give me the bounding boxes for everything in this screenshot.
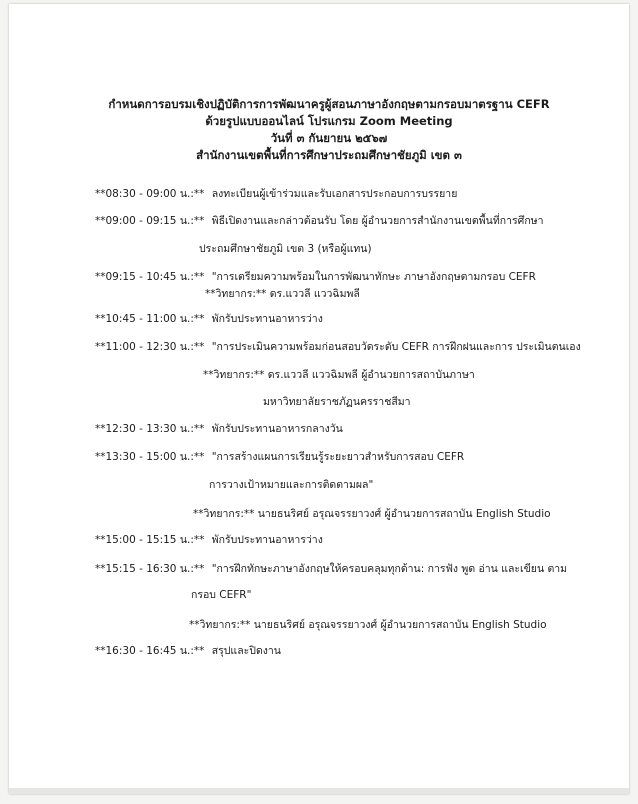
schedule-time: **16:30 - 16:45 น.:** — [95, 645, 205, 657]
speaker-line: **วิทยากร:** นายธนริศย์ อรุณจรรยาวงศ์ ผู้อำนวยการสถาบัน English Studio — [193, 508, 551, 520]
schedule-time: **15:00 - 15:15 น.:** — [95, 534, 205, 546]
schedule-time: **10:45 - 11:00 น.:** — [95, 313, 205, 325]
schedule-item — [95, 644, 281, 658]
schedule-time: **13:30 - 15:00 น.:** — [95, 451, 205, 463]
schedule-text-continued: การวางเป้าหมายและการติดตามผล" — [209, 479, 374, 491]
schedule-text: พักรับประทานอาหารว่าง — [211, 534, 323, 546]
schedule-text-continued: กรอบ CEFR" — [191, 589, 252, 601]
schedule-item — [95, 562, 567, 576]
title-line-3: วันที่ ๓ กันยายน ๒๕๖๗ — [270, 131, 388, 145]
schedule-item — [95, 533, 323, 547]
schedule-text: "การเตรียมความพร้อมในการพัฒนาทักษะ ภาษาอังกฤษตามกรอบ CEFR — [211, 271, 536, 283]
schedule-item — [95, 450, 464, 464]
schedule-text: "การสร้างแผนการเรียนรู้ระยะยาวสำหรับการสอบ CEFR — [211, 451, 465, 463]
schedule-time: **09:00 - 09:15 น.:** — [95, 215, 205, 227]
schedule-time: **15:15 - 16:30 น.:** — [95, 563, 205, 575]
schedule-text-continued: ประถมศึกษาชัยภูมิ เขต 3 (หรือผู้แทน) — [199, 243, 372, 255]
schedule-item — [95, 312, 323, 326]
speaker-line: **วิทยากร:** ดร.แววลี แววฉิมพลี — [205, 288, 360, 300]
schedule-item — [95, 422, 343, 436]
document-page — [9, 4, 629, 794]
speaker-line: **วิทยากร:** ดร.แววลี แววฉิมพลี ผู้อำนวยการสถาบันภาษา — [203, 369, 475, 381]
schedule-item — [95, 340, 581, 354]
title-line-1: กำหนดการอบรมเชิงปฏิบัติการการพัฒนาครูผู้สอนภาษาอังกฤษตามกรอบมาตรฐาน CEFR — [108, 97, 550, 111]
title-line-4: สำนักงานเขตพื้นที่การศึกษาประถมศึกษาชัยภูมิ เขต ๓ — [196, 148, 462, 162]
title-line-2: ด้วยรูปแบบออนไลน์ โปรแกรม Zoom Meeting — [205, 114, 453, 128]
schedule-item — [95, 187, 457, 201]
document-title — [9, 96, 638, 164]
schedule-time: **09:15 - 10:45 น.:** — [95, 271, 205, 283]
schedule-item — [95, 270, 536, 284]
schedule-time: **08:30 - 09:00 น.:** — [95, 188, 205, 200]
speaker-line: **วิทยากร:** นายธนริศย์ อรุณจรรยาวงศ์ ผู้อำนวยการสถาบัน English Studio — [189, 619, 547, 631]
schedule-time: **12:30 - 13:30 น.:** — [95, 423, 205, 435]
schedule-text: ลงทะเบียนผู้เข้าร่วมและรับเอกสารประกอบการบรรยาย — [211, 188, 458, 200]
schedule-text: "การฝึกทักษะภาษาอังกฤษให้ครอบคลุมทุกด้าน: การฟัง พูด อ่าน และเขียน ตาม — [211, 563, 568, 575]
schedule-text: พักรับประทานอาหารว่าง — [211, 313, 323, 325]
page-bottom-edge — [9, 788, 629, 794]
schedule-text: สรุปและปิดงาน — [211, 645, 281, 657]
schedule-text: พิธีเปิดงานและกล่าวต้อนรับ โดย ผู้อำนวยการสำนักงานเขตพื้นที่การศึกษา — [211, 215, 544, 227]
schedule-text: "การประเมินความพร้อมก่อนสอบวัดระดับ CEFR การฝึกฝนและการ ประเมินตนเอง — [211, 341, 581, 353]
schedule-text-continued: มหาวิทยาลัยราชภัฏนครราชสีมา — [263, 396, 411, 408]
schedule-text: พักรับประทานอาหารกลางวัน — [211, 423, 343, 435]
schedule-time: **11:00 - 12:30 น.:** — [95, 341, 205, 353]
schedule-item — [95, 214, 544, 228]
